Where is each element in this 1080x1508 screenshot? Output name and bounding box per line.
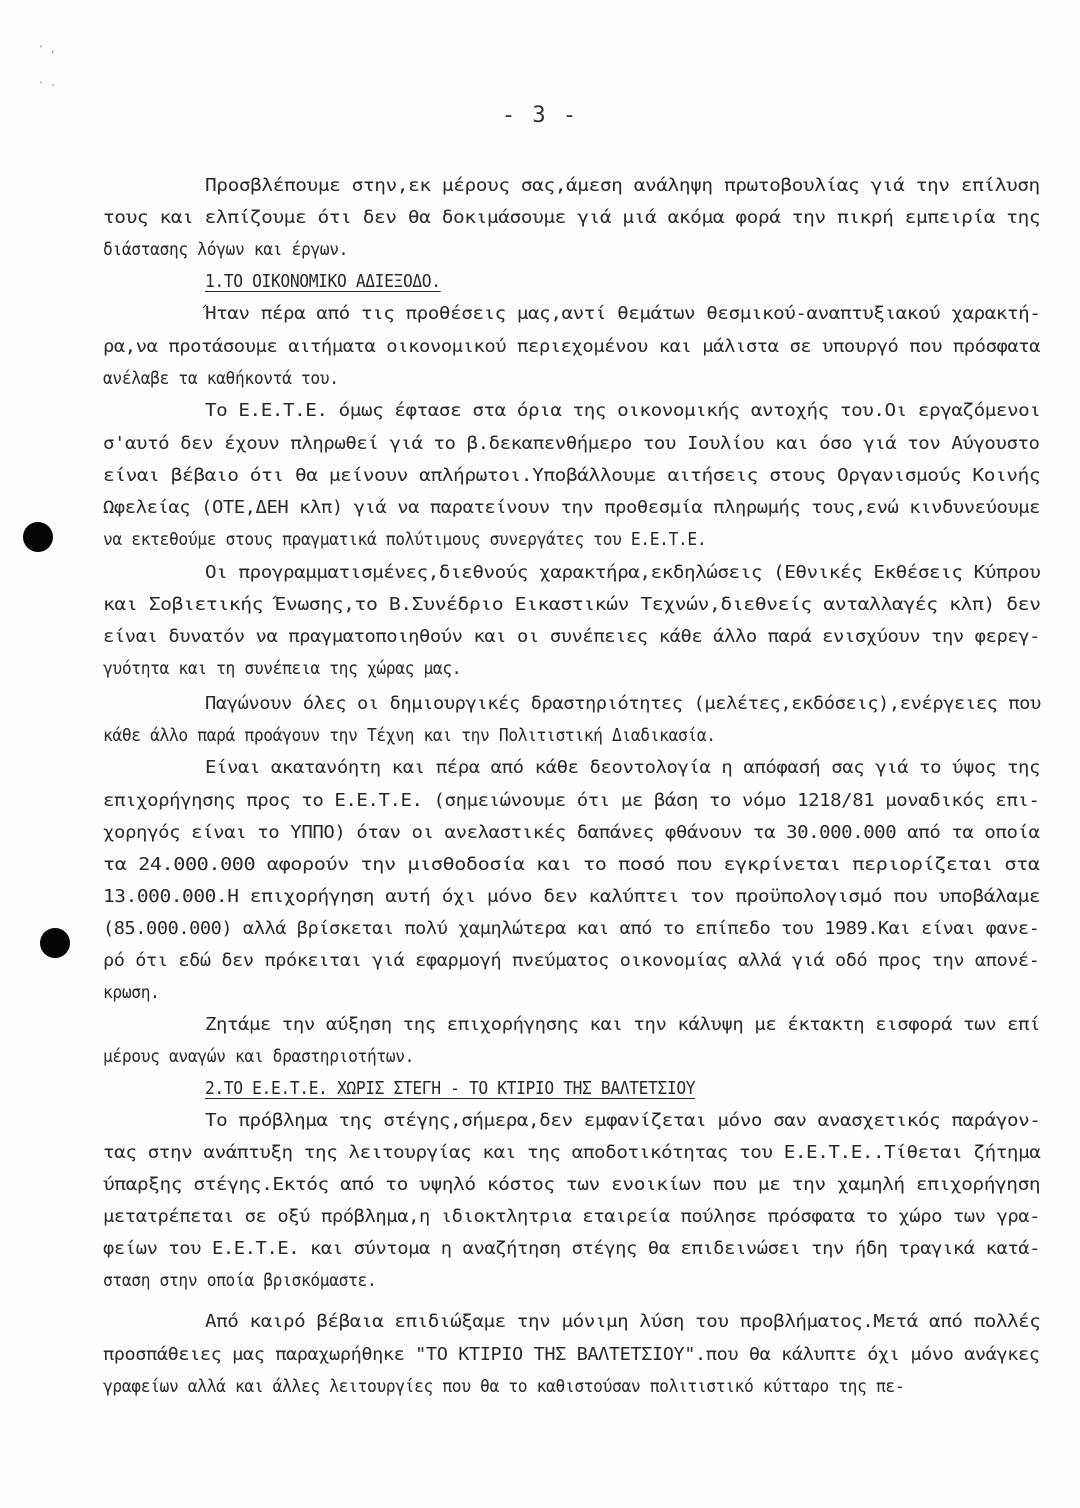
text-line: ανέλαβε τα καθήκοντά του. — [103, 369, 339, 389]
text-line: επιχορήγησης προς το Ε.Ε.Τ.Ε. (σημειώνουμε ότι με βάση το νόμο 1218/81 μοναδικός επι- — [103, 791, 1040, 811]
text-line: σ'αυτό δεν έχουν πληρωθεί γιά το β.δεκαπενθήμερο του Ιουλίου και όσο γιά τον Αύγουστο — [103, 434, 1040, 454]
text-line: Το πρόβλημα της στέγης,σήμερα,δεν εμφανίζεται μόνο σαν ανασχετικός παράγον- — [205, 1111, 1041, 1131]
text-line: τα 24.000.000 αφορούν την μισθοδοσία και το ποσό που εγκρίνεται περιορίζεται στα — [103, 855, 1040, 875]
text-line: τας στην ανάπτυξη της λειτουργίας και της αποδοτικότητας του Ε.Ε.Τ.Ε..Τίθεται ζήτημα — [103, 1143, 1041, 1163]
text-line: 13.000.000.Η επιχορήγηση αυτή όχι μόνο δεν καλύπτει τον προϋπολογισμό που υποβάλαμε — [103, 887, 1041, 907]
scan-mark: ' - — [38, 80, 57, 91]
text-line: χορηγός είναι το ΥΠΠΟ) όταν οι ανελαστικές δαπάνες φθάνουν τα 30.000.000 από τα οποία — [103, 823, 1040, 843]
text-line: γραφείων αλλά και άλλες λειτουργίες που θα το καθιστούσαν πολιτιστικό κύτταρο της πε- — [103, 1377, 905, 1397]
text-line: ρό ότι εδώ δεν πρόκειται γιά εφαρμογή πνεύματος οικονομίας αλλά γιά οδό προς την απονέ- — [103, 951, 1040, 971]
text-line: φείων του Ε.Ε.Τ.Ε. και σύντομα η αναζήτηση στέγης θα επιδεινώσει την ήδη τραγικά κατά- — [103, 1239, 1041, 1259]
text-line: διάστασης λόγων και έργων. — [103, 240, 349, 260]
text-line: μετατρέπεται σε οξύ πρόβλημα,η ιδιοκτλητρια εταιρεία πούλησε πρόσφατα το χώρο των γρα- — [103, 1207, 1041, 1227]
text-line: ύπαρξης στέγης.Εκτός από το υψηλό κόστος των ενοικίων που με την χαμηλή επιχορήγηση — [103, 1175, 1041, 1195]
text-line: Ήταν πέρα από τις προθέσεις μας,αντί θεμάτων θεσμικού-αναπτυξιακού χαρακτή- — [205, 304, 1041, 324]
text-line: Είναι ακατανόητη και πέρα από κάθε δεοντολογία η απόφασή σας γιά το ύψος της — [205, 758, 1041, 778]
text-line: Ωφελείας (ΟΤΕ,ΔΕΗ κλπ) γιά να παρατείνουν την προθεσμία πληρωμής τους,ενώ κινδυνεύουμε — [103, 498, 1041, 518]
text-line: τους και ελπίζουμε ότι δεν θα δοκιμάσουμε γιά μιά ακόμα φορά την πικρή εμπειρία της — [103, 208, 1041, 228]
text-line: μέρους αναγών και δραστηριοτήτων. — [103, 1047, 415, 1067]
page-number: - 3 - — [501, 103, 579, 128]
text-line: σταση στην οποία βρισκόμαστε. — [103, 1271, 377, 1291]
section-heading: 2.ΤΟ Ε.Ε.Τ.Ε. ΧΩΡΙΣ ΣΤΕΓΗ - ΤΟ ΚΤΙΡΙΟ ΤΗΣ ΒΑΛΤΕΤΣΙΟΥ — [205, 1079, 696, 1099]
text-line: Ζητάμε την αύξηση της επιχορήγησης και την κάλυψη με έκτακτη εισφορά των επί — [205, 1015, 1041, 1035]
text-line: είναι δυνατόν να πραγματοποιηθούν και οι συνέπειες κάθε άλλο παρά ενισχύουν την φερεγ- — [103, 627, 1041, 647]
text-line: κρωση. — [103, 983, 160, 1003]
text-line: και Σοβιετικής Ένωσης,το Β.Συνέδριο Εικαστικών Τεχνών,διεθνείς ανταλλαγές κλπ) δεν — [103, 595, 1041, 615]
section-heading: 1.ΤΟ ΟΙΚΟΝΟΜΙΚΟ ΑΔΙΕΞΟΔΟ. — [205, 272, 441, 292]
text-line: Παγώνουν όλες οι δημιουργικές δραστηριότητες (μελέτες,εκδόσεις),ενέργειες που — [205, 694, 1041, 714]
text-line: Από καιρό βέβαια επιδιώξαμε την μόνιμη λύση του προβλήματος.Μετά από πολλές — [205, 1312, 1041, 1332]
text-line: (85.000.000) αλλά βρίσκεται πολύ χαμηλώτερα και από το επίπεδο του 1989.Και είναι φανε- — [103, 919, 1040, 939]
text-line: Το Ε.Ε.Τ.Ε. όμως έφτασε στα όρια της οικονομικής αντοχής του.Οι εργαζόμενοι — [205, 401, 1041, 421]
text-line: γυότητα και τη συνέπεια της χώρας μας. — [103, 659, 462, 679]
text-line: προσπάθειες μας παραχωρήθηκε "ΤΟ ΚΤΙΡΙΟ ΤΗΣ ΒΑΛΤΕΤΣΙΟΥ".που θα κάλυπτε όχι μόνο ανάγκες — [103, 1345, 1040, 1365]
text-line: Οι προγραμματισμένες,διεθνούς χαρακτήρα,εκδηλώσεις (Εθνικές Εκθέσεις Κύπρου — [205, 563, 1041, 583]
text-line: ρα,να προτάσουμε αιτήματα οικονομικού περιεχομένου και μάλιστα σε υπουργό που πρόσφατα — [103, 337, 1041, 357]
text-line: είναι βέβαιο ότι θα μείνουν απλήρωτοι.Υποβάλλουμε αιτήσεις στους Οργανισμούς Κοινής — [103, 466, 1041, 486]
text-line: να εκτεθούμε στους πραγματικά πολύτιμους συνεργάτες του Ε.Ε.Τ.Ε. — [103, 530, 707, 550]
scan-mark: ' , — [38, 44, 57, 55]
text-line: κάθε άλλο παρά προάγουν την Τέχνη και την Πολιτιστική Διαδικασία. — [103, 726, 716, 746]
text-line: Προσβλέπουμε στην,εκ μέρους σας,άμεση ανάληψη πρωτοβουλίας γιά την επίλυση — [205, 176, 1040, 196]
